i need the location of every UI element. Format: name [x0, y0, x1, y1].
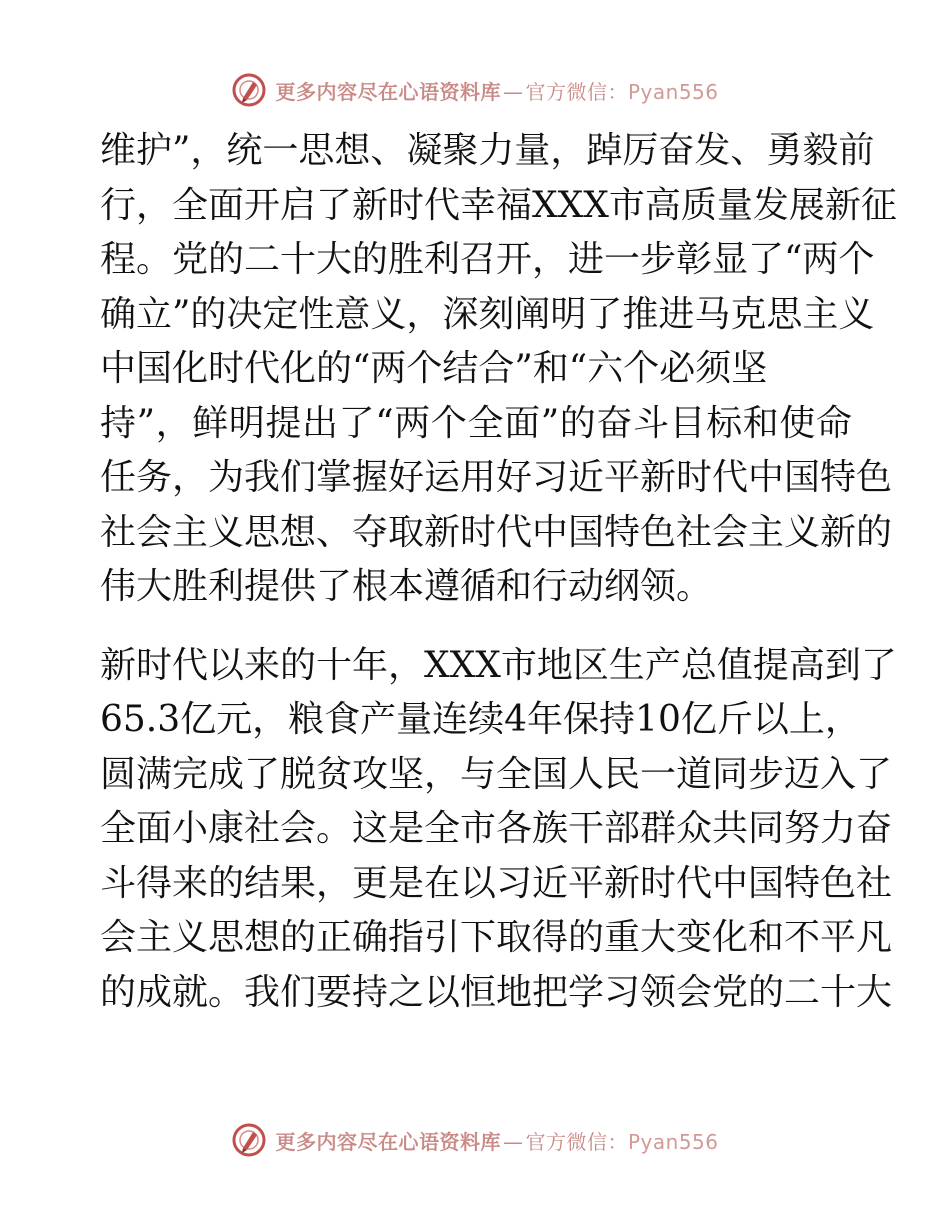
text-line: 圆满完成了脱贫攻坚，与全国人民一道同步迈入了	[100, 753, 893, 795]
footer-wechat-label: 官方微信：	[525, 1129, 628, 1154]
text-line: 行，全面开启了新时代幸福XXX市高质量发展新征	[100, 184, 897, 226]
header-banner	[0, 70, 950, 110]
text-line: 社会主义思想、夺取新时代中国特色社会主义新的	[100, 511, 893, 553]
text-line: 任务，为我们掌握好运用好习近平新时代中国特色	[100, 457, 893, 498]
header-main-text: 更多内容尽在心语资料库	[275, 79, 501, 104]
text-line: 的成就。我们要持之以恒地把学习领会党的二十大	[100, 971, 893, 1013]
pen-nib-logo-icon	[231, 1122, 267, 1158]
header-wechat-label: 官方微信：	[525, 79, 628, 104]
text-line: 65.3亿元，粮食产量连续4年保持10亿斤以上，	[100, 699, 861, 740]
footer-wechat-id: Pyan556	[627, 1129, 719, 1154]
pen-nib-logo-icon	[231, 72, 267, 108]
footer-banner	[0, 1120, 950, 1160]
header-banner-text	[275, 76, 718, 105]
text-line: 斗得来的结果，更是在以习近平新时代中国特色社	[100, 862, 893, 904]
text-line: 维护”，统一思想、凝聚力量，踔厉奋发、勇毅前	[100, 130, 875, 171]
footer-banner-text	[275, 1126, 718, 1155]
paragraph-2	[100, 639, 897, 1021]
text-line: 程。党的二十大的胜利召开，进一步彰显了“两个	[100, 239, 875, 280]
text-line: 伟大胜利提供了根本遵循和行动纲领。	[100, 566, 713, 607]
footer-main-text: 更多内容尽在心语资料库	[275, 1129, 501, 1154]
document-body	[100, 124, 897, 1020]
paragraph-1	[100, 124, 897, 615]
text-line: 确立”的决定性意义，深刻阐明了推进马克思主义	[100, 293, 875, 335]
footer-separator: —	[502, 1129, 524, 1154]
text-line: 全面小康社会。这是全市各族干部群众共同努力奋	[100, 808, 893, 849]
header-separator: —	[502, 79, 524, 104]
header-wechat-id: Pyan556	[627, 79, 719, 104]
text-line: 持”，鲜明提出了“两个全面”的奋斗目标和使命	[100, 402, 852, 444]
text-line: 新时代以来的十年，XXX市地区生产总值提高到了	[100, 644, 897, 686]
text-line: 会主义思想的正确指引下取得的重大变化和不平凡	[100, 917, 893, 958]
text-line: 中国化时代化的“两个结合”和“六个必须坚	[100, 348, 768, 389]
